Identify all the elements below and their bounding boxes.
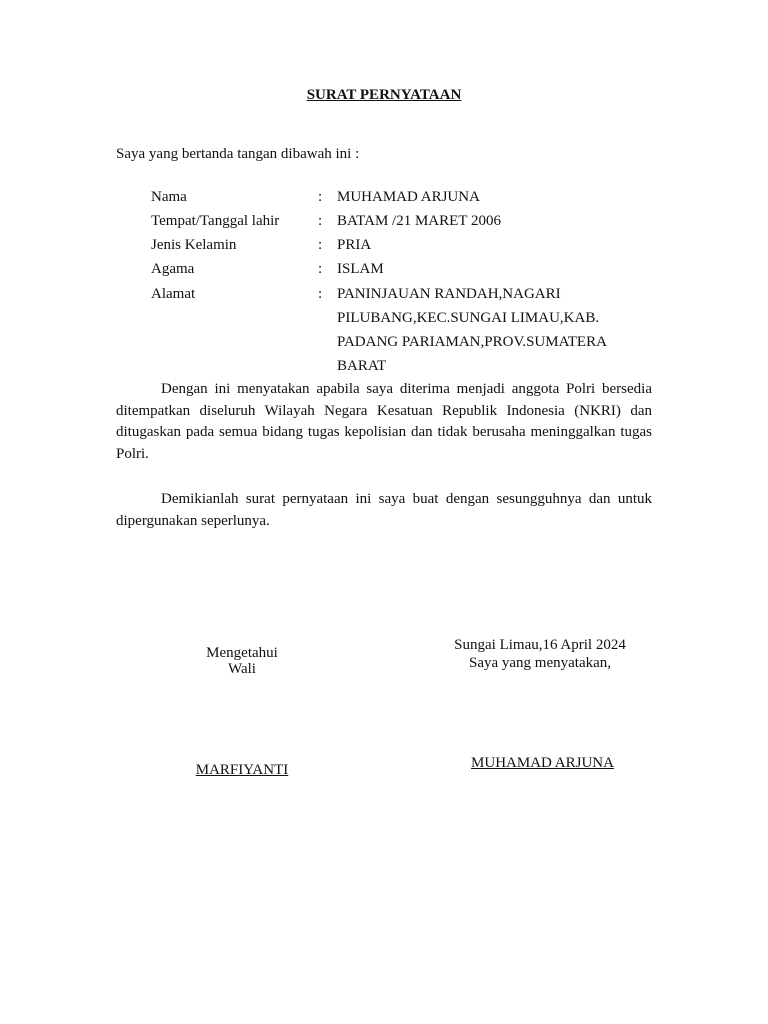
field-value-jenis-kelamin: PRIA (337, 237, 372, 253)
field-value-alamat-line: PADANG PARIAMAN,PROV.SUMATERA (337, 334, 607, 350)
right-signatory-name: MUHAMAD ARJUNA (471, 755, 614, 771)
closing-paragraph: Demikianlah surat pernyataan ini saya buat dengan sesungguhnya dan untuk dipergunakan seperlunya. (116, 491, 652, 529)
document-title: SURAT PERNYATAAN (306, 87, 462, 103)
place-date: Sungai Limau,16 April 2024 (454, 637, 626, 653)
field-label-ttl: Tempat/Tanggal lahir (151, 213, 280, 229)
field-value-nama: MUHAMAD ARJUNA (337, 189, 480, 205)
field-colon: : (318, 213, 323, 229)
left-signatory-name: MARFIYANTI (195, 762, 289, 778)
statement-paragraph: Dengan ini menyatakan apabila saya diterima menjadi anggota Polri bersedia ditempatkan diseluruh Wilayah Negara Kesatuan Republik Indonesia (NKRI) dan ditugaskan pada semua bidang tugas kepolisian dan tidak berusaha meninggalkan tugas Polri. (116, 381, 652, 462)
field-label-nama: Nama (151, 189, 187, 205)
field-value-alamat-line: PILUBANG,KEC.SUNGAI LIMAU,KAB. (337, 310, 600, 326)
field-colon: : (318, 237, 323, 253)
left-sign-role: Wali (228, 661, 256, 677)
right-sign-label: Saya yang menyatakan, (468, 655, 612, 671)
field-value-agama: ISLAM (337, 261, 384, 277)
field-label-agama: Agama (151, 261, 195, 277)
field-colon: : (318, 286, 323, 302)
field-value-alamat-line: PANINJAUAN RANDAH,NAGARI (337, 286, 561, 302)
left-sign-label: Mengetahui (206, 645, 278, 661)
field-value-ttl: BATAM /21 MARET 2006 (337, 213, 501, 229)
field-label-alamat: Alamat (151, 286, 196, 302)
field-label-jenis-kelamin: Jenis Kelamin (151, 237, 237, 253)
intro-text: Saya yang bertanda tangan dibawah ini : (116, 146, 360, 162)
field-value-alamat-line: BARAT (337, 358, 387, 374)
field-colon: : (318, 189, 323, 205)
field-colon: : (318, 261, 323, 277)
